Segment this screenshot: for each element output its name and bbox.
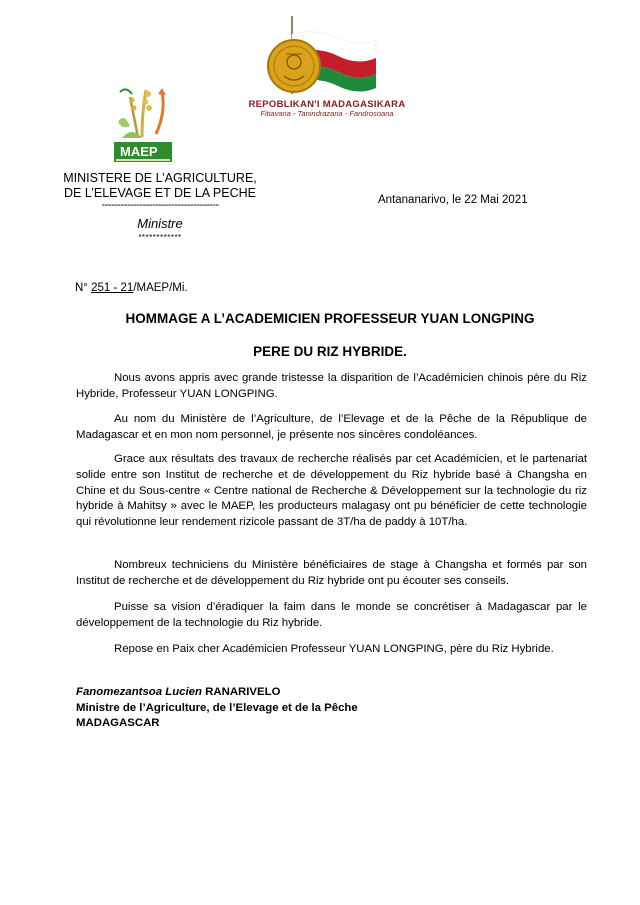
reference-suffix: /MAEP/Mi. [133,282,188,294]
ministry-line-1: MINISTERE DE L’AGRICULTURE, [63,171,257,185]
place-date: Antananarivo, le 22 Mai 2021 [378,194,528,206]
signatory-name [76,685,358,701]
republic-name: REPOBLIKAN'I MADAGASIKARA [248,99,406,110]
signatory-title: Ministre de l’Agriculture, de l’Elevage et de la Pêche [76,701,358,714]
signature-block [76,685,358,732]
document-title-line-2: PERE DU RIZ HYBRIDE. [253,344,407,359]
paragraph-5: Puisse sa vision d’éradiquer la faim dans le monde se concrétiser à Madagascar par le développement de la technologie du Riz hybride. [76,601,587,629]
signatory-country: MADAGASCAR [76,717,160,729]
reference-number [75,282,188,294]
paragraph-6: Repose en Paix cher Académicien Professeur YUAN LONGPING, père du Riz Hybride. [114,643,554,655]
svg-text:MAEP: MAEP [120,144,158,159]
paragraph-1: Nous avons appris avec grande tristesse la disparition de l’Académicien chinois père du Riz Hybride, Professeur YUAN LONGPING. [76,372,587,400]
ministry-line-2: DE L’ELEVAGE ET DE LA PECHE [64,186,256,200]
maep-logo [112,82,174,166]
star-separator: ************ [138,233,182,242]
paragraph-4: Nombreux techniciens du Ministère bénéficiaires de stage à Changsha et formés par son Institut de recherche et de développement du Riz hybride ont pu écouter ses conseils. [76,559,587,587]
ministre-label: Ministre [137,216,183,231]
republic-seal [258,14,378,102]
paragraph-3: Grace aux résultats des travaux de recherche réalisés par cet Académicien, et le partenariat solide entre son Institut de recherche et de développement du Riz hybride basé à Changsha en Chine et du Sous-centre « Centre national de Recherche & Développement sur la technologie du riz hybride à Mahitsy » avec le MAEP, les producteurs malagasy ont pu bénéficier de cette technologie qui révolutionne leur rendement rizicole passant de 3T/ha de paddy à 10T/ha. [76,453,587,529]
document-title-line-1: HOMMAGE A L’ACADEMICIEN PROFESSEUR YUAN LONGPING [125,311,535,326]
signatory-first-name: Fanomezantsoa Lucien [76,686,202,698]
signatory-last-name: RANARIVELO [205,686,281,698]
paragraph-2: Au nom du Ministère de l’Agriculture, de l’Elevage et de la Pêche de la République de Madagascar et en mon nom personnel, je présente nos sincères condoléances. [76,413,587,441]
reference-number-value: 251 - 21 [91,282,134,294]
ministry-name [40,171,280,201]
dash-separator: ------------------------------------- [101,199,219,211]
republic-motto: Fitiavana - Tanindrazana - Fandrosoana [260,109,394,118]
reference-prefix: N° [75,282,92,294]
